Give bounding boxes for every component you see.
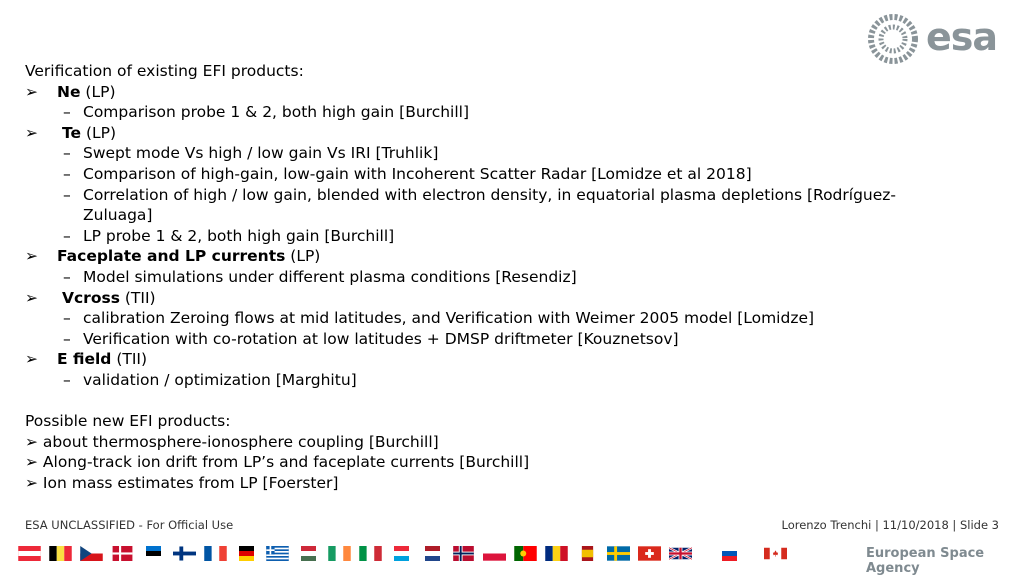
arrow-bullet-icon: ➢: [25, 123, 38, 142]
luxembourg-flag-icon: [390, 546, 413, 561]
agency-name: European Space Agency: [866, 546, 985, 576]
section-heading: Possible new EFI products:: [25, 412, 231, 431]
netherlands-flag-icon: [421, 546, 444, 561]
dash-bullet-icon: –: [63, 226, 71, 245]
arrow-bullet-icon: ➢: [25, 247, 38, 266]
hungary-flag-icon: [297, 546, 320, 561]
dash-bullet-icon: –: [63, 144, 71, 163]
dash-bullet-icon: –: [63, 164, 71, 183]
bullet-suffix: (LP): [285, 247, 321, 266]
bullet-title: Te: [62, 123, 82, 142]
arrow-bullet-icon: ➢: [25, 288, 38, 307]
sub-item-text: Swept mode Vs high / low gain Vs IRI [Truhlik]: [83, 144, 439, 163]
sub-item-text: Comparison probe 1 & 2, both high gain [Burchill]: [83, 103, 470, 122]
sub-item-text: Verification with co-rotation at low latitudes + DMSP driftmeter [Kouznetsov]: [83, 329, 679, 348]
new-product-item: [25, 432, 1005, 453]
arrow-bullet-icon: ➢: [25, 82, 38, 101]
estonia-flag-icon: [142, 546, 165, 561]
finland-flag-icon: [173, 546, 196, 561]
arrow-bullet-icon: ➢: [25, 453, 43, 472]
sub-item: [25, 164, 1005, 185]
sub-item-text: Model simulations under different plasma conditions [Resendiz]: [83, 267, 577, 286]
bullet-suffix: (LP): [81, 123, 117, 142]
slide-body: [25, 61, 1005, 493]
spain-flag-icon: [576, 546, 599, 561]
dash-bullet-icon: –: [63, 329, 71, 348]
sub-item: [25, 267, 1005, 288]
arrow-bullet-icon: ➢: [25, 350, 38, 369]
bullet-item: [25, 349, 1005, 370]
sub-item-text: LP probe 1 & 2, both high gain [Burchill]: [83, 226, 395, 245]
new-product-text: about thermosphere-ionosphere coupling [Burchill]: [42, 432, 439, 451]
dash-bullet-icon: –: [63, 185, 71, 204]
norway-flag-icon: [452, 546, 475, 561]
bullet-title: Vcross: [62, 288, 120, 307]
sub-item: [25, 370, 1005, 391]
esa-logo-text: esa: [926, 15, 998, 59]
bullet-title: E field: [57, 350, 112, 369]
bullet-suffix: (LP): [80, 82, 116, 101]
arrow-bullet-icon: ➢: [25, 473, 43, 492]
uk-flag-icon: [669, 546, 692, 561]
austria-flag-icon: [18, 546, 41, 561]
section-heading: Verification of existing EFI products:: [25, 62, 304, 80]
bullet-title: Faceplate and LP currents: [57, 247, 286, 266]
romania-flag-icon: [545, 546, 568, 561]
arrow-bullet-icon: ➢: [25, 432, 43, 451]
sub-item-text: calibration Zeroing flows at mid latitudes, and Verification with Weimer 2005 model [Lomidze]: [83, 309, 815, 328]
new-product-item: [25, 473, 1005, 494]
dash-bullet-icon: –: [63, 103, 71, 122]
france-flag-icon: [204, 546, 227, 561]
bullet-title: Ne: [57, 82, 81, 101]
sweden-flag-icon: [607, 546, 630, 561]
new-product-text: Along-track ion drift from LP’s and faceplate currents [Burchill]: [42, 453, 530, 472]
greece-flag-icon: [266, 546, 289, 561]
bullet-suffix: (TII): [111, 350, 148, 369]
bullet-suffix: (TII): [119, 288, 156, 307]
sub-item-text: validation / optimization [Marghitu]: [83, 370, 357, 389]
bullet-item: [25, 288, 1005, 309]
sub-item: [25, 143, 1005, 164]
slovenia-flag-icon: [718, 546, 741, 561]
italy-flag-icon: [359, 546, 382, 561]
new-product-item: [25, 452, 1005, 473]
switzerland-flag-icon: [638, 546, 661, 561]
bullet-item: [25, 246, 1005, 267]
sub-item-text: Comparison of high-gain, low-gain with Incoherent Scatter Radar [Lomidze et al 2018]: [83, 164, 752, 183]
portugal-flag-icon: [514, 546, 537, 561]
sub-item-continuation: Zuluaga]: [83, 206, 153, 225]
sub-item-text: Correlation of high / low gain, blended with electron density, in equatorial plasma depletions [Rodríguez-: [83, 185, 897, 204]
dash-bullet-icon: –: [63, 309, 71, 328]
germany-flag-icon: [235, 546, 258, 561]
new-product-text: Ion mass estimates from LP [Foerster]: [42, 473, 339, 492]
bullet-item: [25, 123, 1005, 144]
denmark-flag-icon: [111, 546, 134, 561]
canada-flag-icon: [764, 546, 787, 561]
sub-item: [25, 308, 1005, 329]
sub-item: [25, 226, 1005, 247]
bullet-item: [25, 82, 1005, 103]
sub-item: [25, 329, 1005, 350]
sub-item: [25, 102, 1005, 123]
sub-item: [25, 185, 1005, 206]
classification-label: ESA UNCLASSIFIED - For Official Use: [25, 518, 234, 532]
spacer: [25, 391, 1005, 412]
ireland-flag-icon: [328, 546, 351, 561]
belgium-flag-icon: [49, 546, 72, 561]
czech-flag-icon: [80, 546, 103, 561]
poland-flag-icon: [483, 546, 506, 561]
dash-bullet-icon: –: [63, 267, 71, 286]
dash-bullet-icon: –: [63, 370, 71, 389]
slide-info: Lorenzo Trenchi | 11/10/2018 | Slide 3: [781, 518, 999, 532]
